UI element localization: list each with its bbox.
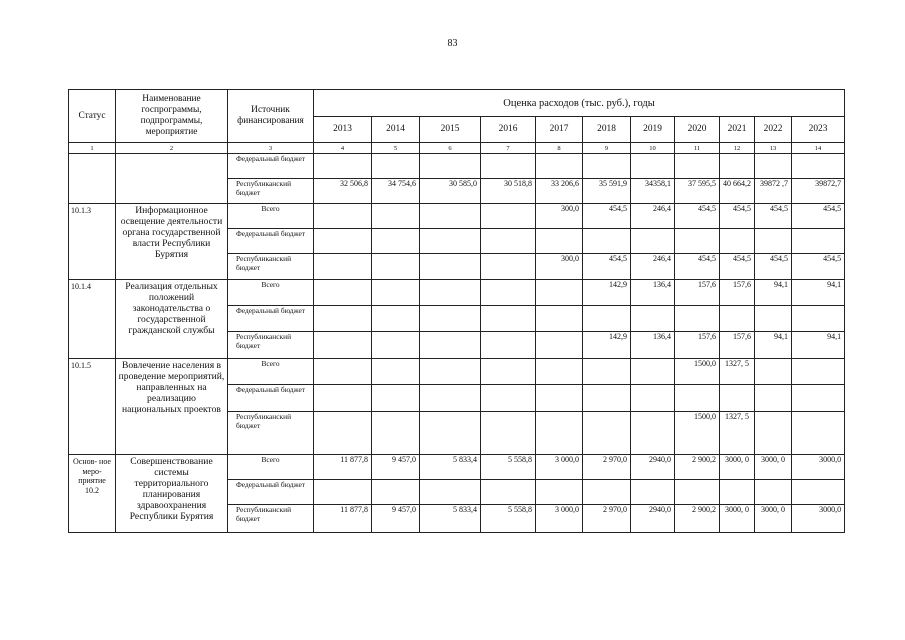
value-cell: 454,5 [755,254,792,280]
value-cell: 3000,0 [792,505,845,533]
value-cell [314,332,372,359]
value-cell [792,359,845,385]
empty-cell [720,480,755,505]
value-cell: 33 206,6 [536,179,583,204]
empty-cell [583,385,631,412]
value-cell: 454,5 [583,254,631,280]
empty-cell [583,154,631,179]
row-status: 10.1.3 [69,204,116,280]
value-cell: 454,5 [720,254,755,280]
header-source: Источник финансирования [228,90,314,143]
empty-cell [755,229,792,254]
column-index: 8 [536,143,583,154]
empty-cell [314,229,372,254]
value-cell: 9 457,0 [372,455,420,480]
empty-cell [481,385,536,412]
empty-cell [792,229,845,254]
empty-cell [372,480,420,505]
value-cell: 32 506,8 [314,179,372,204]
column-index: 6 [420,143,481,154]
empty-cell [720,154,755,179]
value-cell: 37 595,5 [675,179,720,204]
empty-cell [583,306,631,332]
value-cell: 454,5 [675,204,720,229]
header-year: 2021 [720,117,755,143]
source-republic: Республиканский бюджет [228,332,314,359]
value-cell: 94,1 [755,280,792,306]
value-cell: 1327, 5 [720,412,755,455]
header-year: 2020 [675,117,720,143]
value-cell: 246,4 [631,204,675,229]
value-cell: 5 833,4 [420,505,481,533]
value-cell: 2 970,0 [583,505,631,533]
value-cell: 2 900,2 [675,505,720,533]
column-index: 3 [228,143,314,154]
value-cell [583,359,631,385]
value-cell [314,412,372,455]
value-cell: 2 900,2 [675,455,720,480]
value-cell [792,412,845,455]
value-cell: 5 833,4 [420,455,481,480]
empty-cell [792,480,845,505]
value-cell: 454,5 [675,254,720,280]
value-cell: 454,5 [583,204,631,229]
empty-cell [583,229,631,254]
value-cell: 1500,0 [675,412,720,455]
value-cell [481,359,536,385]
value-cell: 34358,1 [631,179,675,204]
column-index: 12 [720,143,755,154]
empty-cell [420,385,481,412]
header-year: 2013 [314,117,372,143]
header-year: 2015 [420,117,481,143]
value-cell: 94,1 [792,332,845,359]
empty-cell [536,154,583,179]
empty-cell [720,385,755,412]
header-status: Статус [69,90,116,143]
empty-cell [314,480,372,505]
value-cell: 157,6 [720,280,755,306]
header-year: 2022 [755,117,792,143]
page-number: 83 [447,38,458,49]
row-status: 10.1.5 [69,359,116,455]
value-cell: 40 664,2 [720,179,755,204]
empty-cell [755,306,792,332]
value-cell [536,412,583,455]
value-cell [420,204,481,229]
column-index: 9 [583,143,631,154]
value-cell: 30 518,8 [481,179,536,204]
value-cell: 1500,0 [675,359,720,385]
empty-cell [675,385,720,412]
value-cell: 3 000,0 [536,505,583,533]
source-federal: Федеральный бюджет [228,306,314,332]
value-cell: 2 970,0 [583,455,631,480]
value-cell: 3000, 0 [755,505,792,533]
header-year: 2023 [792,117,845,143]
column-index: 7 [481,143,536,154]
expenditure-table [68,89,845,533]
empty-cell [631,306,675,332]
value-cell: 5 558,8 [481,455,536,480]
value-cell [314,280,372,306]
empty-cell [720,306,755,332]
value-cell [420,359,481,385]
empty-cell [755,154,792,179]
value-cell: 300,0 [536,204,583,229]
value-cell: 94,1 [792,280,845,306]
value-cell [536,332,583,359]
value-cell: 3000,0 [792,455,845,480]
row-status: Основ- ное меро- приятие 10.2 [69,455,116,533]
status-cell [69,154,116,204]
value-cell [314,204,372,229]
empty-cell [420,229,481,254]
value-cell [481,332,536,359]
value-cell: 142,9 [583,280,631,306]
empty-cell [314,154,372,179]
value-cell: 2940,0 [631,455,675,480]
value-cell [631,359,675,385]
column-index: 11 [675,143,720,154]
value-cell: 94,1 [755,332,792,359]
value-cell [631,412,675,455]
value-cell [372,254,420,280]
column-index: 5 [372,143,420,154]
empty-cell [481,306,536,332]
value-cell: 2940,0 [631,505,675,533]
name-cell [116,154,228,204]
value-cell: 300,0 [536,254,583,280]
header-year: 2014 [372,117,420,143]
empty-cell [631,154,675,179]
source-total: Всего [228,359,314,385]
empty-cell [631,385,675,412]
empty-cell [420,306,481,332]
empty-cell [314,385,372,412]
value-cell: 11 877,8 [314,455,372,480]
value-cell [536,280,583,306]
source-federal: Федеральный бюджет [228,229,314,254]
empty-cell [755,480,792,505]
source-federal: Федеральный бюджет [228,480,314,505]
value-cell: 454,5 [720,204,755,229]
empty-cell [792,306,845,332]
value-cell [420,332,481,359]
header-year: 2018 [583,117,631,143]
value-cell: 157,6 [720,332,755,359]
source-total: Всего [228,455,314,480]
empty-cell [675,229,720,254]
source-total: Всего [228,280,314,306]
value-cell: 142,9 [583,332,631,359]
value-cell [536,359,583,385]
row-status: 10.1.4 [69,280,116,359]
empty-cell [372,385,420,412]
row-name: Информационное освещение деятельности органа государственной власти Республики Бурятия [116,204,228,280]
value-cell [420,412,481,455]
source-republic: Республиканский бюджет [228,254,314,280]
value-cell [372,359,420,385]
value-cell: 1327, 5 [720,359,755,385]
value-cell: 30 585,0 [420,179,481,204]
value-cell [372,204,420,229]
empty-cell [536,385,583,412]
value-cell [314,359,372,385]
value-cell [372,332,420,359]
empty-cell [675,480,720,505]
value-cell [481,412,536,455]
header-year: 2017 [536,117,583,143]
row-name: Вовлечение населения в проведение мероприятий, направленных на реализацию национальных проектов [116,359,228,455]
source-republic: Республиканский бюджет [228,505,314,533]
source-total: Всего [228,204,314,229]
header-name: Наименование госпрограммы, подпрограммы, мероприятие [116,90,228,143]
empty-cell [536,306,583,332]
empty-cell [536,480,583,505]
value-cell [372,280,420,306]
column-index: 4 [314,143,372,154]
value-cell [481,280,536,306]
empty-cell [481,480,536,505]
empty-cell [372,154,420,179]
empty-cell [631,229,675,254]
source-republic: Республиканский бюджет [228,179,314,204]
value-cell: 34 754,6 [372,179,420,204]
value-cell: 3000, 0 [755,455,792,480]
empty-cell [720,229,755,254]
empty-cell [583,480,631,505]
row-name: Совершенствование системы территориального планирования здравоохранения Республики Бурятия [116,455,228,533]
value-cell: 3 000,0 [536,455,583,480]
empty-cell [792,385,845,412]
value-cell [583,412,631,455]
value-cell: 454,5 [792,254,845,280]
empty-cell [372,306,420,332]
value-cell: 9 457,0 [372,505,420,533]
column-index: 10 [631,143,675,154]
source-federal: Федеральный бюджет [228,385,314,412]
value-cell [481,254,536,280]
value-cell [755,412,792,455]
empty-cell [755,385,792,412]
empty-cell [420,480,481,505]
value-cell: 3000, 0 [720,505,755,533]
value-cell: 35 591,9 [583,179,631,204]
value-cell [481,204,536,229]
value-cell: 454,5 [755,204,792,229]
value-cell: 11 877,8 [314,505,372,533]
value-cell [420,254,481,280]
column-index: 13 [755,143,792,154]
empty-cell [481,229,536,254]
value-cell [755,359,792,385]
empty-cell [420,154,481,179]
value-cell: 5 558,8 [481,505,536,533]
empty-cell [675,154,720,179]
value-cell: 157,6 [675,280,720,306]
empty-cell [372,229,420,254]
value-cell: 136,4 [631,280,675,306]
column-index: 14 [792,143,845,154]
row-name: Реализация отдельных положений законодательства о государственной гражданской службы [116,280,228,359]
header-year: 2016 [481,117,536,143]
value-cell [372,412,420,455]
value-cell [314,254,372,280]
empty-cell [481,154,536,179]
value-cell: 39872,7 [792,179,845,204]
value-cell: 246,4 [631,254,675,280]
column-index: 2 [116,143,228,154]
value-cell [420,280,481,306]
value-cell: 39872 ,7 [755,179,792,204]
value-cell: 136,4 [631,332,675,359]
value-cell: 157,6 [675,332,720,359]
value-cell: 3000, 0 [720,455,755,480]
column-index: 1 [69,143,116,154]
empty-cell [675,306,720,332]
source-republic: Республиканский бюджет [228,412,314,455]
header-estimate: Оценка расходов (тыс. руб.), годы [314,90,845,117]
empty-cell [792,154,845,179]
empty-cell [314,306,372,332]
value-cell: 454,5 [792,204,845,229]
empty-cell [536,229,583,254]
empty-cell [631,480,675,505]
header-year: 2019 [631,117,675,143]
source-federal: Федеральный бюджет [228,154,314,179]
